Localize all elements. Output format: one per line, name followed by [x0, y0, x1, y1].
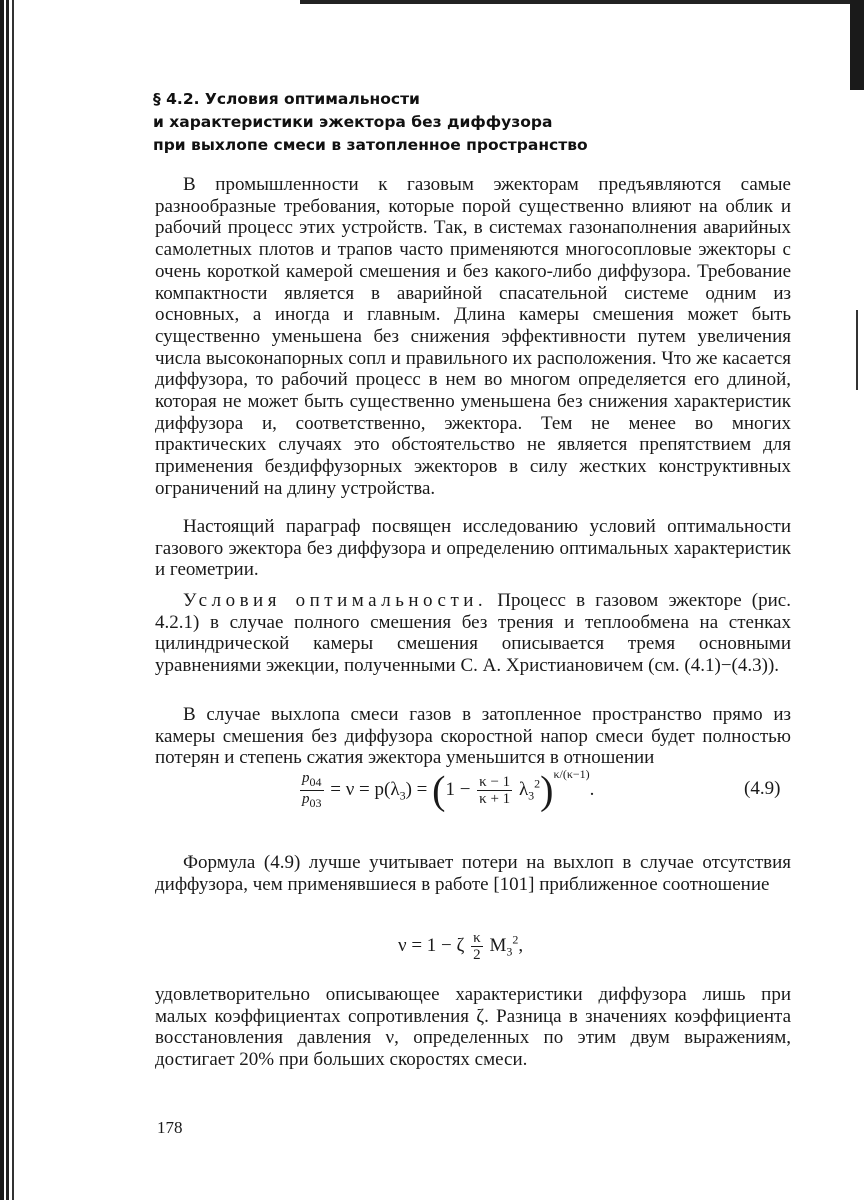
pressure-ratio-fraction: $\frac{p_{04}}{p_{03}}$ [302, 770, 322, 810]
equation-number: (4.9) [744, 778, 781, 799]
heading-line-3: при выхлопе смеси в затопленное пространство [153, 136, 588, 154]
page-number: 178 [157, 1118, 183, 1137]
kappa-half-fraction: $\frac{\kappa}{2}$ [473, 930, 481, 963]
paragraph-intro: В промышленности к газовым эжекторам предъявляются самые разнообразные требования, которые порой существенно влияют на облик и рабочий процесс этих устройств. Так, в системах газонаполнения аварийных самолетных плотов и трапов часто применяются многосопловые эжекторы с очень короткой камерой смешения и без какого-либо диффузора. Требование компактности является в аварийной спасательной системе одним из основных, а иногда и главным. Длина камеры смешения может быть существенно уменьшена без снижения эффективности путем увеличения числа высоконапорных сопл и правильного их расположения. Что же касается диффузора, то рабочий процесс в нем во многом определяется его длиной, которая не может быть существенно уменьшена без снижения характеристик диффузора и, соответственно, эжектора. Тем не менее во многих практических случаях это обстоятельство не является препятствием для применения бездиффузорных эжекторов в силу жестких конструктивных ограничений на длину устройства. [155, 174, 791, 499]
formula-4-9: $\frac{p_{04}}{p_{03}}$ = $\nu = p(\lambda_3) = (1$ − $\frac{\kappa - 1}{\kappa + 1}$ $\lambda_3^2)^{\kappa/(\kappa-1)}$. [302, 766, 595, 813]
kappa-fraction: $\frac{\kappa - 1}{\kappa + 1}$ [479, 774, 511, 807]
scan-right-mark [856, 310, 858, 390]
paragraph-conclusion: удовлетворительно описывающее характеристики диффузора лишь при малых коэффициентах сопротивления ζ. Разница в значениях коэффициента восстановления давления ν, определенных по этим двум выражениям, достигает 20% при больших скоростях смеси. [155, 984, 791, 1071]
scan-left-edge [0, 0, 22, 1200]
heading-line-1: § 4.2. Условия оптимальности [153, 90, 420, 108]
paragraph-purpose: Настоящий параграф посвящен исследованию условий оптимальности газового эжектора без диффузора и определению оптимальных характеристик и геометрии. [155, 516, 791, 581]
formula-approx: ν = 1 − ζ $\frac{\kappa}{2}$ $M_3^2$, [398, 930, 524, 963]
conditions-text: Процесс в газовом эжекторе (рис. 4.2.1) в случае полного смешения без трения и теплообмена на стенках цилиндрической камеры смешения описывается тремя основными уравнениями эжекции, полученными С. А. Христиановичем (см. (4.1)−(4.3)). [155, 590, 791, 677]
heading-line-2: и характеристики эжектора без диффузора [153, 113, 553, 131]
conditions-heading: Условия оптимальности. [183, 590, 488, 611]
paragraph-conditions [155, 590, 791, 677]
scan-top-edge [300, 0, 860, 4]
paragraph-exhaust: В случае выхлопа смеси газов в затопленное пространство прямо из камеры смешения без диффузора скоростной напор смеси будет полностью потерян и степень сжатия эжектора уменьшится в отношении [155, 704, 791, 769]
section-heading [153, 88, 793, 157]
paragraph-formula-comparison: Формула (4.9) лучше учитывает потери на выхлоп в случае отсутствия диффузора, чем применявшиеся в работе [101] приближенное соотношение [155, 852, 791, 895]
scan-right-edge [850, 0, 864, 90]
